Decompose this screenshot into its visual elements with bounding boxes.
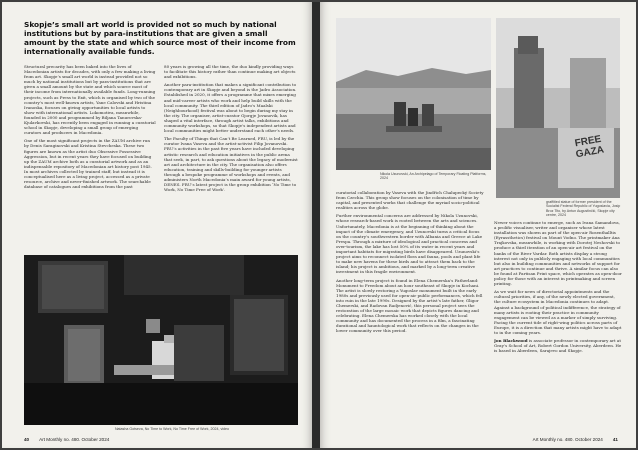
author-bio xyxy=(494,338,622,353)
author-name: Jon Blackwood xyxy=(494,338,528,344)
video-still-photo xyxy=(24,255,298,425)
paragraph: 80 years is growing all the time, the duo kindly providing ways to facilitate this history rather than continue making art objects and exhibitions. xyxy=(164,64,296,80)
left-page xyxy=(2,2,312,448)
paragraph: Structural precarity has been baked into the lives of Macedonian artists for decades, with only a few making a living from art. Skopje’s small art world is instead provided not so much by national institutions but by para-institutions that are given a small amount by the state and which source most of their income from internationally available funds. Long-running projects, such as Press to Exit, which is organised by two of the country’s most well-known artists, Yane Calovski and Hristina Ivanoska, focuses on giving opportunities to local artists to show with international artists. Lokomotiva, meanwhile, founded in 2000 and programmed by Biljana Tanurovska-Kjulavkovski, has recently been engaged in running a curatorial school in Skopje, developing a small group of emerging curators and producers in Macedonia. xyxy=(24,64,156,136)
paragraph: Further environmental concerns are addressed by Nikola Uzunovski, whose research-based work is rooted between the arts and sciences. Unfortunately, Macedonia is at the beginning of thinking about the impact of the climate emergency, and Uzunovski turns a critical focus on the country’s southwestern border with Albania and Greece at Lake Prespa. Through a mixture of ideological and practical concerns and over-tourism, the lake has lost 50% of its water in recent years and important habitats for migrating birds have disappeared. Uzunovski’s project aims to reconnect isolated flora and fauna, pools and plant life to make new havens for these birds and to attract them back to the island; his project is ambitious, and marked by a long-term creative investment in this fragile environment. xyxy=(336,213,483,275)
left-column-2 xyxy=(164,64,298,252)
page-number: 41 xyxy=(612,437,618,442)
paragraph: As we wait for news of directorial appointments and the cultural priorities, if any, of the newly elected government, the culture ecosystem in Macedonia continues to adapt. Against a background of political indifference, the strategy of many artists is rooting their practice in community engagement can be viewed as a marker of simply surviving. Facing the current tide of right-wing politics across parts of Europe, it is a direction that many artists might have to adapt to in the coming years. xyxy=(494,289,622,335)
left-folio xyxy=(24,437,109,442)
pull-quote: Skopje’s small art world is provided not so much by national institutions but by para-institutions that are given a small amount by the state and which source most of their income from internationally available funds. xyxy=(24,20,296,56)
right-folio xyxy=(533,437,618,442)
paragraph: Another long-term project is found in Elena Chemerska’s Fatherland: Monument to Freedom about an hour southeast of Skopje in Kochani. The artist is slowly restoring a Yugoslav monument built in the early 1980s and previously used for open-air public performances, which fell into ruin in the late 1990s. Designed by the artist’s late father, Gligor Chemerski, and Radovan Radjenović, this personal project sees the restoration of the large mosaic work that depicts figures dancing and celebrating. Elena Chemerska has worked closely with the local community and has documented the process in a film, a fascinating durational and hauntological work that reflects on the changes in the lower community over this period. xyxy=(336,277,483,334)
page-number: 40 xyxy=(24,437,30,442)
paragraph: curatorial collaboration by Vaseva with the Jindřich Chalupecký Society from Czechia. This group show focuses on the colonisation of time by capital, and presented works that challenge the myriad socio-political realities across the globe. xyxy=(336,190,484,211)
author-bio-text: is associate professor in contemporary art at Gray’s School of Art, Robert Gordon University, Aberdeen. He is based in Aberdeen, Sarajevo and Skopje. xyxy=(494,338,622,354)
paragraph: The Faculty of Things that Can’t Be Learned, FRU, is led by the curator Ivana Vaseva and the artist-activist Filip Jovanovski. FRU’s activities in the past five years have included developing artistic research and education initiatives in the public arena that seek, in part, to ask questions about the legacy of modernist art and architecture in the city. The organisation also offers education, training and skills-building for younger artists through a bespoke programme of workshops and events, and administers North Macedonia’s main award for young artists, DENES. FRU’s latest project is the group exhibition ‘No Time to Work, No Time Free of Work’. xyxy=(164,136,298,193)
platform-photo-caption: Nikola Uzunovski, An Archipelago of Temporary Floating Platforms, 2024 xyxy=(380,172,487,181)
right-column-1 xyxy=(336,190,484,428)
spine-gutter xyxy=(312,2,320,448)
paragraph: Another para-institution that makes a significant contribution to contemporary art in Skopje and beyond is the Jadro Association. Established in 2020, it offers a programme that mixes emerging and mid-career artists who work and help build skills with the local community. The third edition of Jadro’s Maalski (Neighbourhood) festival was about to begin during my stay in the city. The organiser, artist-curator Gjorgje Jovanovik, has shaped a vital interface, through artist talks, exhibitions and community workshops, so that Skopje’s independent artists and local communities might better understand each other’s needs. xyxy=(164,82,297,134)
floating-platform-photo xyxy=(336,18,491,170)
paragraph: Newer voices continue to emerge, such as Ivana Samandova, a prolific visualiser, writer and organiser whose latest installation was shown as part of the open-air Rosenthalltis (Eyrassthetics) festival on Mount Vodno. The printmaker Ana Trajkovska, meanwhile, is working with Dorotej Neshovski to produce a third iteration of an open-air art festival on the banks of the River Vardar. Both artists display a strong interest not only in publicly engaging with local communities but also in building communities and networks of support for art practices to continue and thrive. A similar focus can also be found at Partisan Print space, which operates as open-door policy for those with an interest in printmaking and screen printing. xyxy=(494,220,622,287)
paragraph: One of the most significant projects in the ZAUM archive run by Denis Saraginovski and Kristina Stevcheska. These two figures are known as the artist duo Obsessive Possessive Aggression, but in recent years they have focused on building up the ZAUM archive both as a curatorial artwork and as an indispensable repository of Macedonian art history post 1945. In most archives collected by trained staff, but instead it is conceptualised here as a living project, accessed as a private resource, archive and never-finished artwork. The searchable database of catalogues and exhibitions from the past xyxy=(24,138,152,190)
issue-line: Art Monthly no. 480. October 2024 xyxy=(39,437,110,442)
issue-line: Art Monthly no. 480. October 2024 xyxy=(532,437,603,442)
graffiti-statue-photo xyxy=(496,18,620,198)
graffiti-text: FREE GAZA xyxy=(573,133,605,161)
left-column-1 xyxy=(24,64,156,252)
right-page xyxy=(320,2,636,448)
right-column-2 xyxy=(494,220,622,430)
statue-photo-caption: graffitied statue of former president of the Socialist Federal Republic of Yugoslavia, Josip Broz Tito, by Antun Augustinčić, Skopje city centre, 2024 xyxy=(546,200,621,218)
photo-caption: Natasha Gotseva, No Time to Work, No Time Free of Work, 2024, video xyxy=(114,427,230,431)
